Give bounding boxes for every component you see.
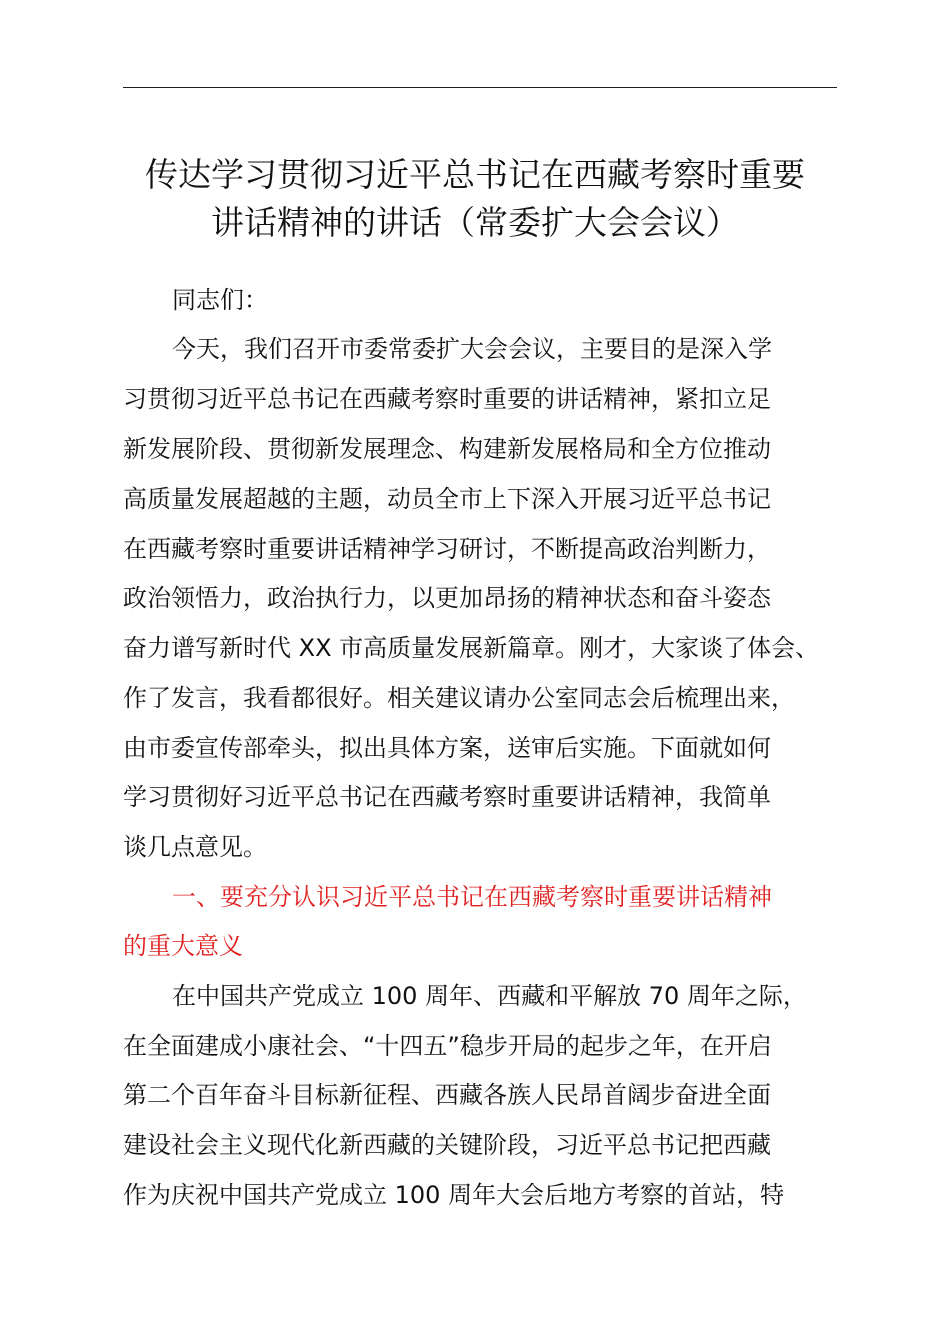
section-heading-1: 一、要充分认识习近平总书记在西藏考察时重要讲话精神: [172, 883, 772, 911]
header-rule: [123, 87, 837, 88]
section-heading-1-continued: 的重大意义: [123, 932, 243, 960]
paragraph-1-line: 高质量发展超越的主题，动员全市上下深入开展习近平总书记: [123, 485, 771, 513]
paragraph-1-line: 作了发言，我看都很好。相关建议请办公室同志会后梳理出来，: [123, 684, 795, 712]
paragraph-1-line: 在西藏考察时重要讲话精神学习研讨，不断提高政治判断力，: [123, 535, 771, 563]
paragraph-2-line: 在全面建成小康社会、“十四五”稳步开局的起步之年，在开启: [123, 1032, 772, 1060]
paragraph-1-line: 政治领悟力，政治执行力，以更加昂扬的精神状态和奋斗姿态: [123, 584, 771, 612]
paragraph-2-line: 第二个百年奋斗目标新征程、西藏各族人民昂首阔步奋进全面: [123, 1081, 771, 1109]
paragraph-1-line: 习贯彻习近平总书记在西藏考察时重要的讲话精神，紧扣立足: [123, 385, 771, 413]
document-title-line-1: 传达学习贯彻习近平总书记在西藏考察时重要: [145, 155, 805, 194]
document-title-line-2: 讲话精神的讲话（常委扩大会会议）: [211, 203, 739, 242]
paragraph-2-line: 作为庆祝中国共产党成立 100 周年大会后地方考察的首站，特: [123, 1181, 785, 1209]
paragraph-1-line: 奋力谱写新时代 XX 市高质量发展新篇章。刚才，大家谈了体会、: [123, 634, 820, 662]
paragraph-1-line: 学习贯彻好习近平总书记在西藏考察时重要讲话精神，我简单: [123, 783, 771, 811]
paragraph-1-line: 今天，我们召开市委常委扩大会会议，主要目的是深入学: [172, 335, 772, 363]
paragraph-1-line: 谈几点意见。: [123, 833, 267, 861]
paragraph-2-line: 建设社会主义现代化新西藏的关键阶段，习近平总书记把西藏: [123, 1131, 771, 1159]
paragraph-1-line: 新发展阶段、贯彻新发展理念、构建新发展格局和全方位推动: [123, 435, 771, 463]
paragraph-1-line: 由市委宣传部牵头，拟出具体方案，送审后实施。下面就如何: [123, 734, 771, 762]
greeting: 同志们：: [172, 286, 268, 314]
paragraph-2-line: 在中国共产党成立 100 周年、西藏和平解放 70 周年之际，: [172, 982, 807, 1010]
